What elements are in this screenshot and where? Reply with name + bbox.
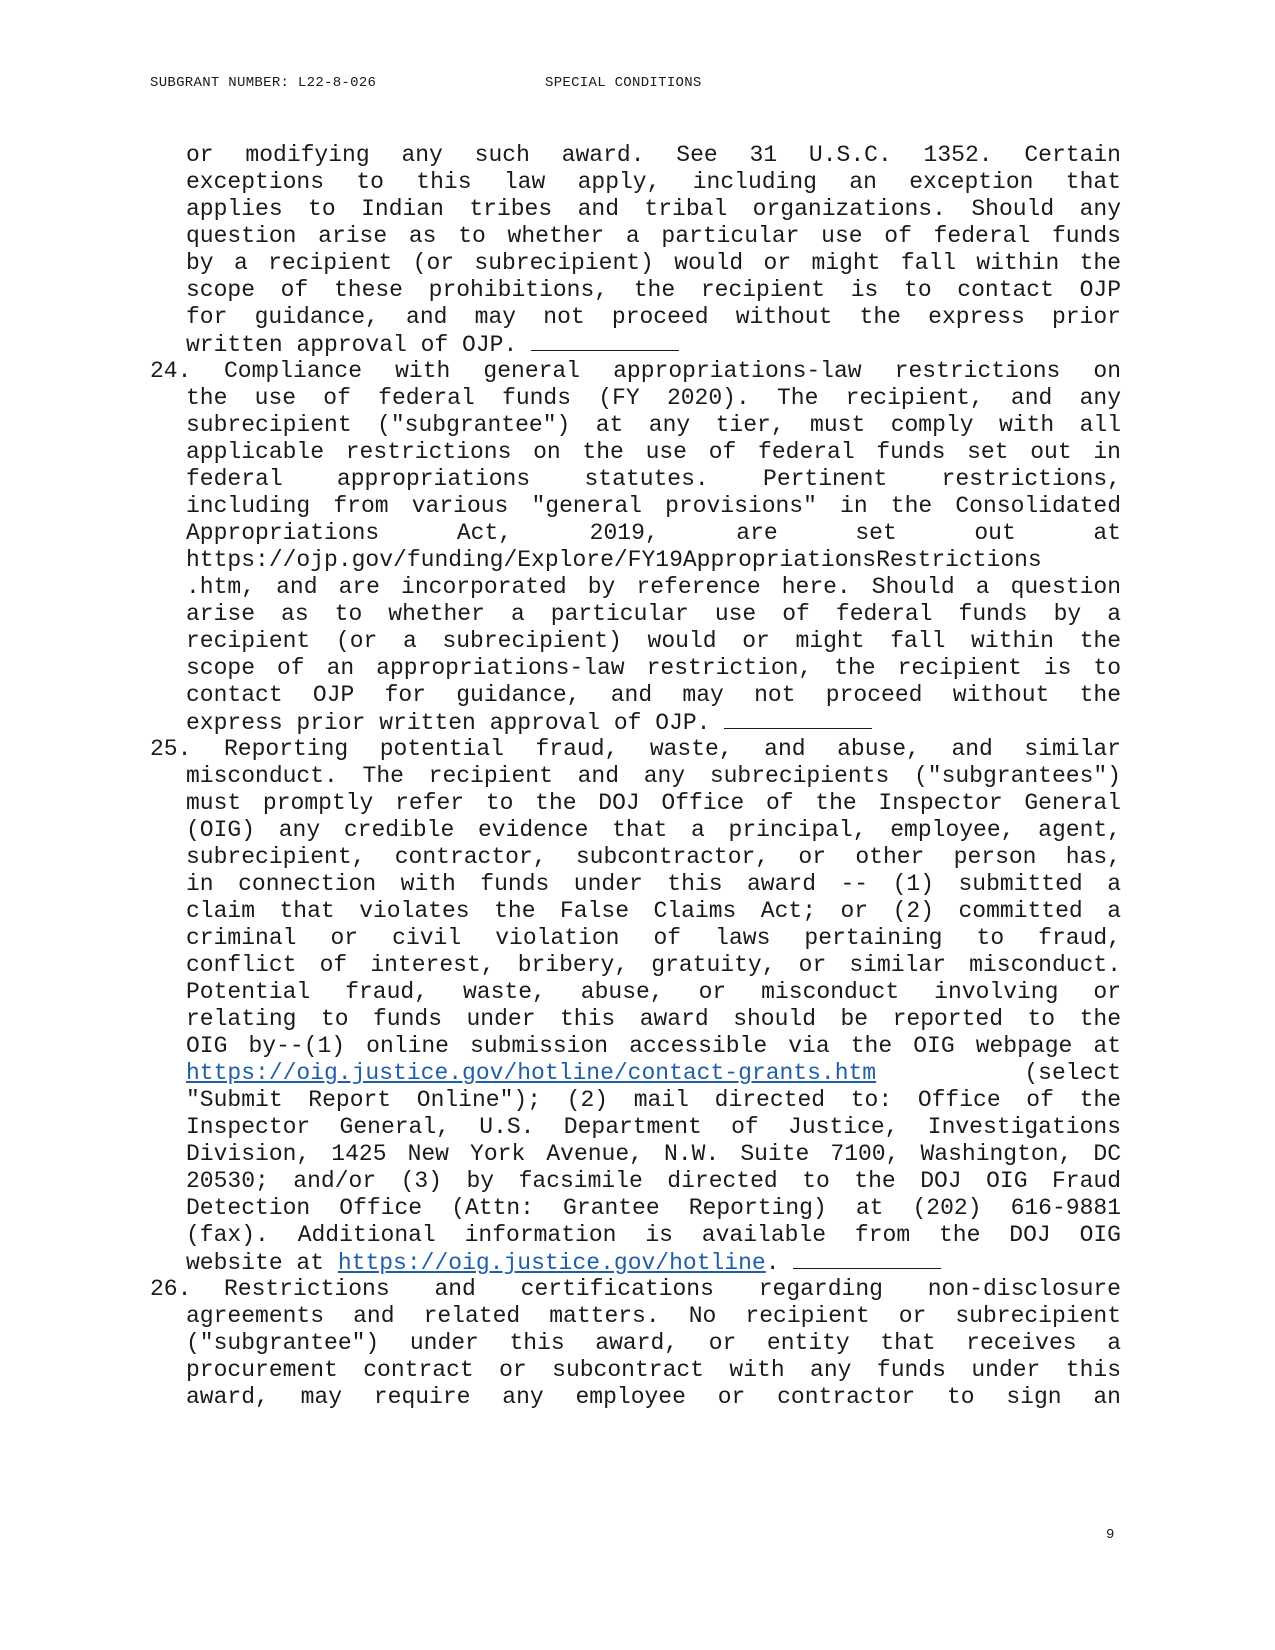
text-line: Compliance with general appropriations-law restrictions on (224, 358, 1121, 384)
text-line: scope of these prohibitions, the recipient is to contact OJP (186, 277, 1121, 303)
text-line: applies to Indian tribes and tribal organizations. Should any (186, 196, 1121, 222)
text-line: Reporting potential fraud, waste, and abuse, and similar (224, 736, 1121, 762)
text-line-content: (select (1024, 1060, 1121, 1086)
text-line: Division, 1425 New York Avenue, N.W. Suite 7100, Washington, DC (186, 1141, 1121, 1167)
text-line: must promptly refer to the DOJ Office of the Inspector General (186, 790, 1121, 816)
text-line-content: express prior written approval of OJP. (186, 710, 711, 736)
text-line: criminal or civil violation of laws pertaining to fraud, (186, 925, 1121, 951)
page-header (150, 75, 702, 91)
text-line: (fax). Additional information is available from the DOJ OIG (186, 1222, 1121, 1248)
text-line: Detection Office (Attn: Grantee Reporting) at (202) 616-9881 (186, 1195, 1121, 1221)
text-line: scope of an appropriations-law restriction, the recipient is to (186, 655, 1121, 681)
text-line: https://ojp.gov/funding/Explore/FY19AppropriationsRestrictions (186, 547, 1042, 573)
subgrant-number: SUBGRANT NUMBER: L22-8-026 (150, 75, 377, 91)
text-line: ("subgrantee") under this award, or entity that receives a (186, 1330, 1121, 1356)
header-title: SPECIAL CONDITIONS (545, 75, 702, 91)
text-line: in connection with funds under this award -- (1) submitted a (186, 871, 1121, 897)
oig-contact-grants-link[interactable]: https://oig.justice.gov/hotline/contact-grants.htm (186, 1060, 877, 1086)
item-number: 26. (150, 1276, 192, 1302)
initial-blank (724, 708, 872, 729)
item-number: 25. (150, 736, 192, 762)
text-line: the use of federal funds (FY 2020). The recipient, and any (186, 385, 1121, 411)
text-line: recipient (or a subrecipient) would or might fall within the (186, 628, 1121, 654)
text-line: exceptions to this law apply, including an exception that (186, 169, 1121, 195)
text-line: misconduct. The recipient and any subrecipients ("subgrantees") (186, 763, 1121, 789)
text-line (186, 708, 1121, 737)
initial-blank (531, 330, 679, 351)
text-line: question arise as to whether a particular use of federal funds (186, 223, 1121, 249)
text-line: Potential fraud, waste, abuse, or misconduct involving or (186, 979, 1121, 1005)
text-line: including from various "general provisions" in the Consolidated (186, 493, 1121, 519)
text-line: Restrictions and certifications regarding non-disclosure (224, 1276, 1121, 1302)
text-line: federal appropriations statutes. Pertinent restrictions, (186, 466, 1121, 492)
text-line: subrecipient ("subgrantee") at any tier, must comply with all (186, 412, 1121, 438)
text-line: procurement contract or subcontract with any funds under this (186, 1357, 1121, 1383)
text-line: 20530; and/or (3) by facsimile directed to the DOJ OIG Fraud (186, 1168, 1121, 1194)
text-line: contact OJP for guidance, and may not proceed without the (186, 682, 1121, 708)
text-line: for guidance, and may not proceed without the express prior (186, 304, 1121, 330)
text-line: agreements and related matters. No recipient or subrecipient (186, 1303, 1121, 1329)
text-line (186, 1059, 1121, 1087)
text-line: arise as to whether a particular use of federal funds by a (186, 601, 1121, 627)
text-line: conflict of interest, bribery, gratuity, or similar misconduct. (186, 952, 1121, 978)
text-line: subrecipient, contractor, subcontractor, or other person has, (186, 844, 1121, 870)
oig-hotline-link[interactable]: https://oig.justice.gov/hotline (337, 1250, 766, 1276)
text-line: applicable restrictions on the use of federal funds set out in (186, 439, 1121, 465)
initial-blank (793, 1248, 941, 1269)
text-line: award, may require any employee or contractor to sign an (186, 1384, 1121, 1410)
text-line (186, 330, 1121, 359)
text-line: OIG by--(1) online submission accessible via the OIG webpage at (186, 1033, 1121, 1059)
text-line: or modifying any such award. See 31 U.S.C. 1352. Certain (186, 142, 1121, 168)
item-number: 24. (150, 358, 192, 384)
text-line: claim that violates the False Claims Act; or (2) committed a (186, 898, 1121, 924)
text-line-content: website at (186, 1250, 325, 1276)
text-line: Inspector General, U.S. Department of Justice, Investigations (186, 1114, 1121, 1140)
text-line: "Submit Report Online"); (2) mail directed to: Office of the (186, 1087, 1121, 1113)
text-line (186, 1248, 1121, 1277)
text-line-content: . (765, 1250, 780, 1276)
text-line: Appropriations Act, 2019, are set out at (186, 520, 1121, 546)
text-line: relating to funds under this award should be reported to the (186, 1006, 1121, 1032)
text-line: by a recipient (or subrecipient) would or might fall within the (186, 250, 1121, 276)
page-number: 9 (1106, 1527, 1115, 1543)
text-line: .htm, and are incorporated by reference here. Should a question (186, 574, 1121, 600)
text-line-content: written approval of OJP. (186, 332, 518, 358)
text-line: (OIG) any credible evidence that a principal, employee, agent, (186, 817, 1121, 843)
